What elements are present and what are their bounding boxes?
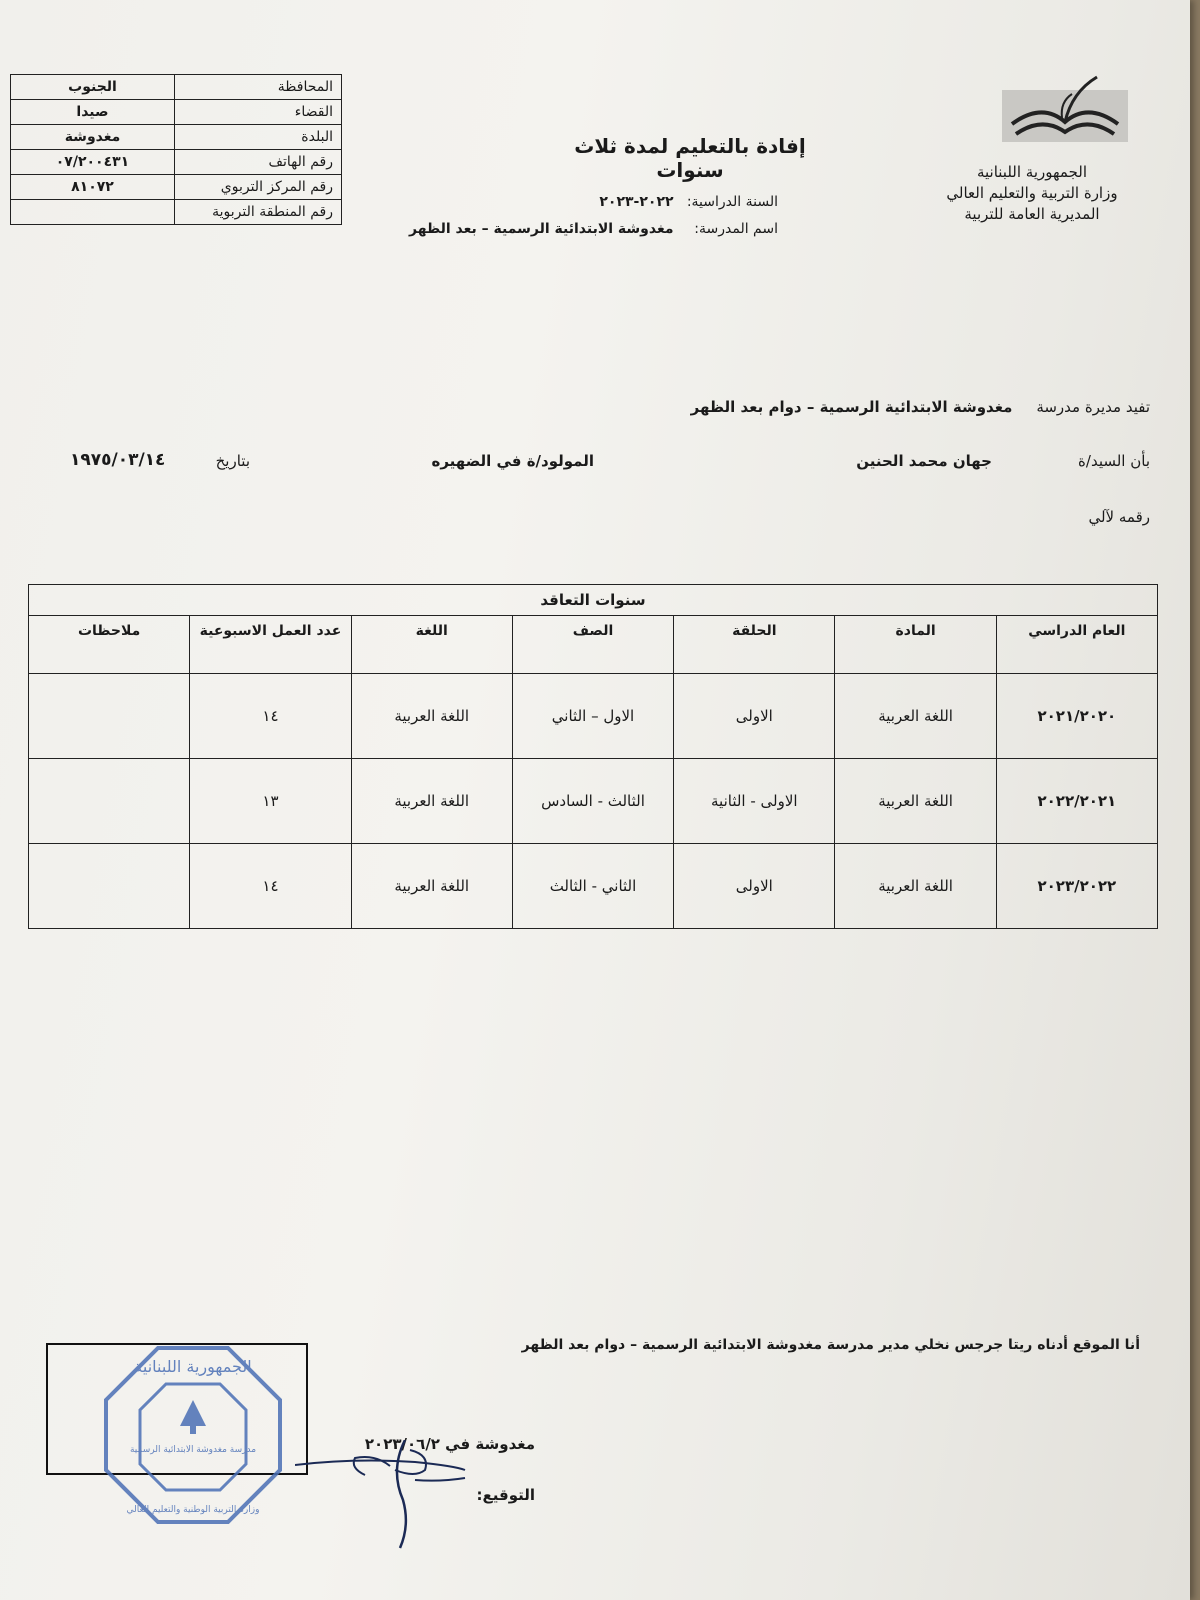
table-cell: ٢٠٢٣/٢٠٢٢ [996,844,1157,929]
table-cell: الثالث - السادس [512,759,673,844]
table-cell: الاولى [674,674,835,759]
table-cell: الثاني - الثالث [512,844,673,929]
intro-value: مغدوشة الابتدائية الرسمية – دوام بعد الظهر [690,398,1013,416]
column-header: المادة [835,616,996,674]
ministry-line: وزارة التربية والتعليم العالي [946,184,1118,202]
table-cell [29,674,190,759]
info-row [11,100,342,125]
table-cell: ٢٠٢٢/٢٠٢١ [996,759,1157,844]
column-header: الصف [512,616,673,674]
info-row [11,125,342,150]
ministry-line: الجمهورية اللبنانية [976,163,1088,181]
stamp-text-bottom: وزارة التربية الوطنية والتعليم العالي [126,1505,260,1515]
official-stamp [98,1340,288,1530]
info-label: القضاء [175,100,342,125]
column-header: العام الدراسي [996,616,1157,674]
school-name-label: اسم المدرسة: [694,221,778,237]
table-row [29,844,1158,929]
info-value: صيدا [11,100,175,125]
table-cell: اللغة العربية [835,844,996,929]
ministry-heading [922,162,1142,225]
info-label: البلدة [175,125,342,150]
handwritten-signature [295,1440,495,1550]
column-header: ملاحظات [29,616,190,674]
ministry-line: المديرية العامة للتربية [964,205,1100,223]
info-label: رقم المنطقة التربوية [175,200,342,225]
table-cell: ١٤ [190,674,351,759]
table-cell [29,759,190,844]
person-name: جهان محمد الحنين [856,452,992,470]
table-cell: ١٣ [190,759,351,844]
info-value: مغدوشة [11,125,175,150]
table-cell: ١٤ [190,844,351,929]
table-cell: اللغة العربية [835,674,996,759]
table-cell: اللغة العربية [351,759,512,844]
table-cell: الاول – الثاني [512,674,673,759]
contract-years-table [28,584,1158,929]
school-name-line [409,221,778,237]
table-cell: اللغة العربية [351,844,512,929]
table-cell: ٢٠٢١/٢٠٢٠ [996,674,1157,759]
table-cell: الاولى [674,844,835,929]
info-value: ٠٧/٢٠٠٤٣١ [11,150,175,175]
intro-line [691,398,1150,416]
school-year-line [599,194,778,210]
info-label: رقم المركز التربوي [175,175,342,200]
info-value: الجنوب [11,75,175,100]
table-row [29,674,1158,759]
table-cell: اللغة العربية [835,759,996,844]
place-and-date: مغدوشة في ٢٠٢٣/٠٦/٢ [364,1435,535,1453]
ministry-logo-icon [1002,72,1128,152]
stamp-text-top: الجمهورية اللبنانية [134,1357,252,1376]
table-caption: سنوات التعاقد [29,585,1158,616]
info-row [11,200,342,225]
signatory-statement: أنا الموقع أدناه ريتا جرجس نخلي مدير مدرسة مغدوشة الابتدائية الرسمية – دوام بعد الظهر [521,1337,1140,1353]
table-row [29,759,1158,844]
info-value: ٨١٠٧٢ [11,175,175,200]
stamp-text-middle: مدرسة مغدوشة الابتدائية الرسمية [129,1445,257,1455]
table-cell: اللغة العربية [351,674,512,759]
info-row [11,75,342,100]
column-header: عدد العمل الاسبوعية [190,616,351,674]
table-cell: الاولى - الثانية [674,759,835,844]
school-name-value: مغدوشة الابتدائية الرسمية – بعد الظهر [409,221,674,237]
info-value [11,200,175,225]
info-box [10,74,342,225]
info-label: رقم الهاتف [175,150,342,175]
column-header: اللغة [351,616,512,674]
intro-label: تفيد مديرة مدرسة [1036,398,1150,416]
signature-label: التوقيع: [476,1486,535,1504]
school-year-label: السنة الدراسية: [686,194,778,210]
birth-date-label: بتاريخ [215,452,250,470]
document-title: إفادة بالتعليم لمدة ثلاث سنوات [574,134,806,182]
birthplace: المولود/ة في الضهيره [431,452,594,470]
person-label: بأن السيد/ة [1078,452,1150,470]
school-year-value: ٢٠٢٢-٢٠٢٣ [599,194,674,210]
cedar-icon [180,1400,206,1426]
info-row [11,175,342,200]
table-header-row [29,616,1158,674]
registry-number-label: رقمه لآلي [1088,508,1150,526]
column-header: الحلقة [674,616,835,674]
table-cell [29,844,190,929]
info-row [11,150,342,175]
birth-date-value: ١٩٧٥/٠٣/١٤ [70,450,166,470]
info-label: المحافظة [175,75,342,100]
